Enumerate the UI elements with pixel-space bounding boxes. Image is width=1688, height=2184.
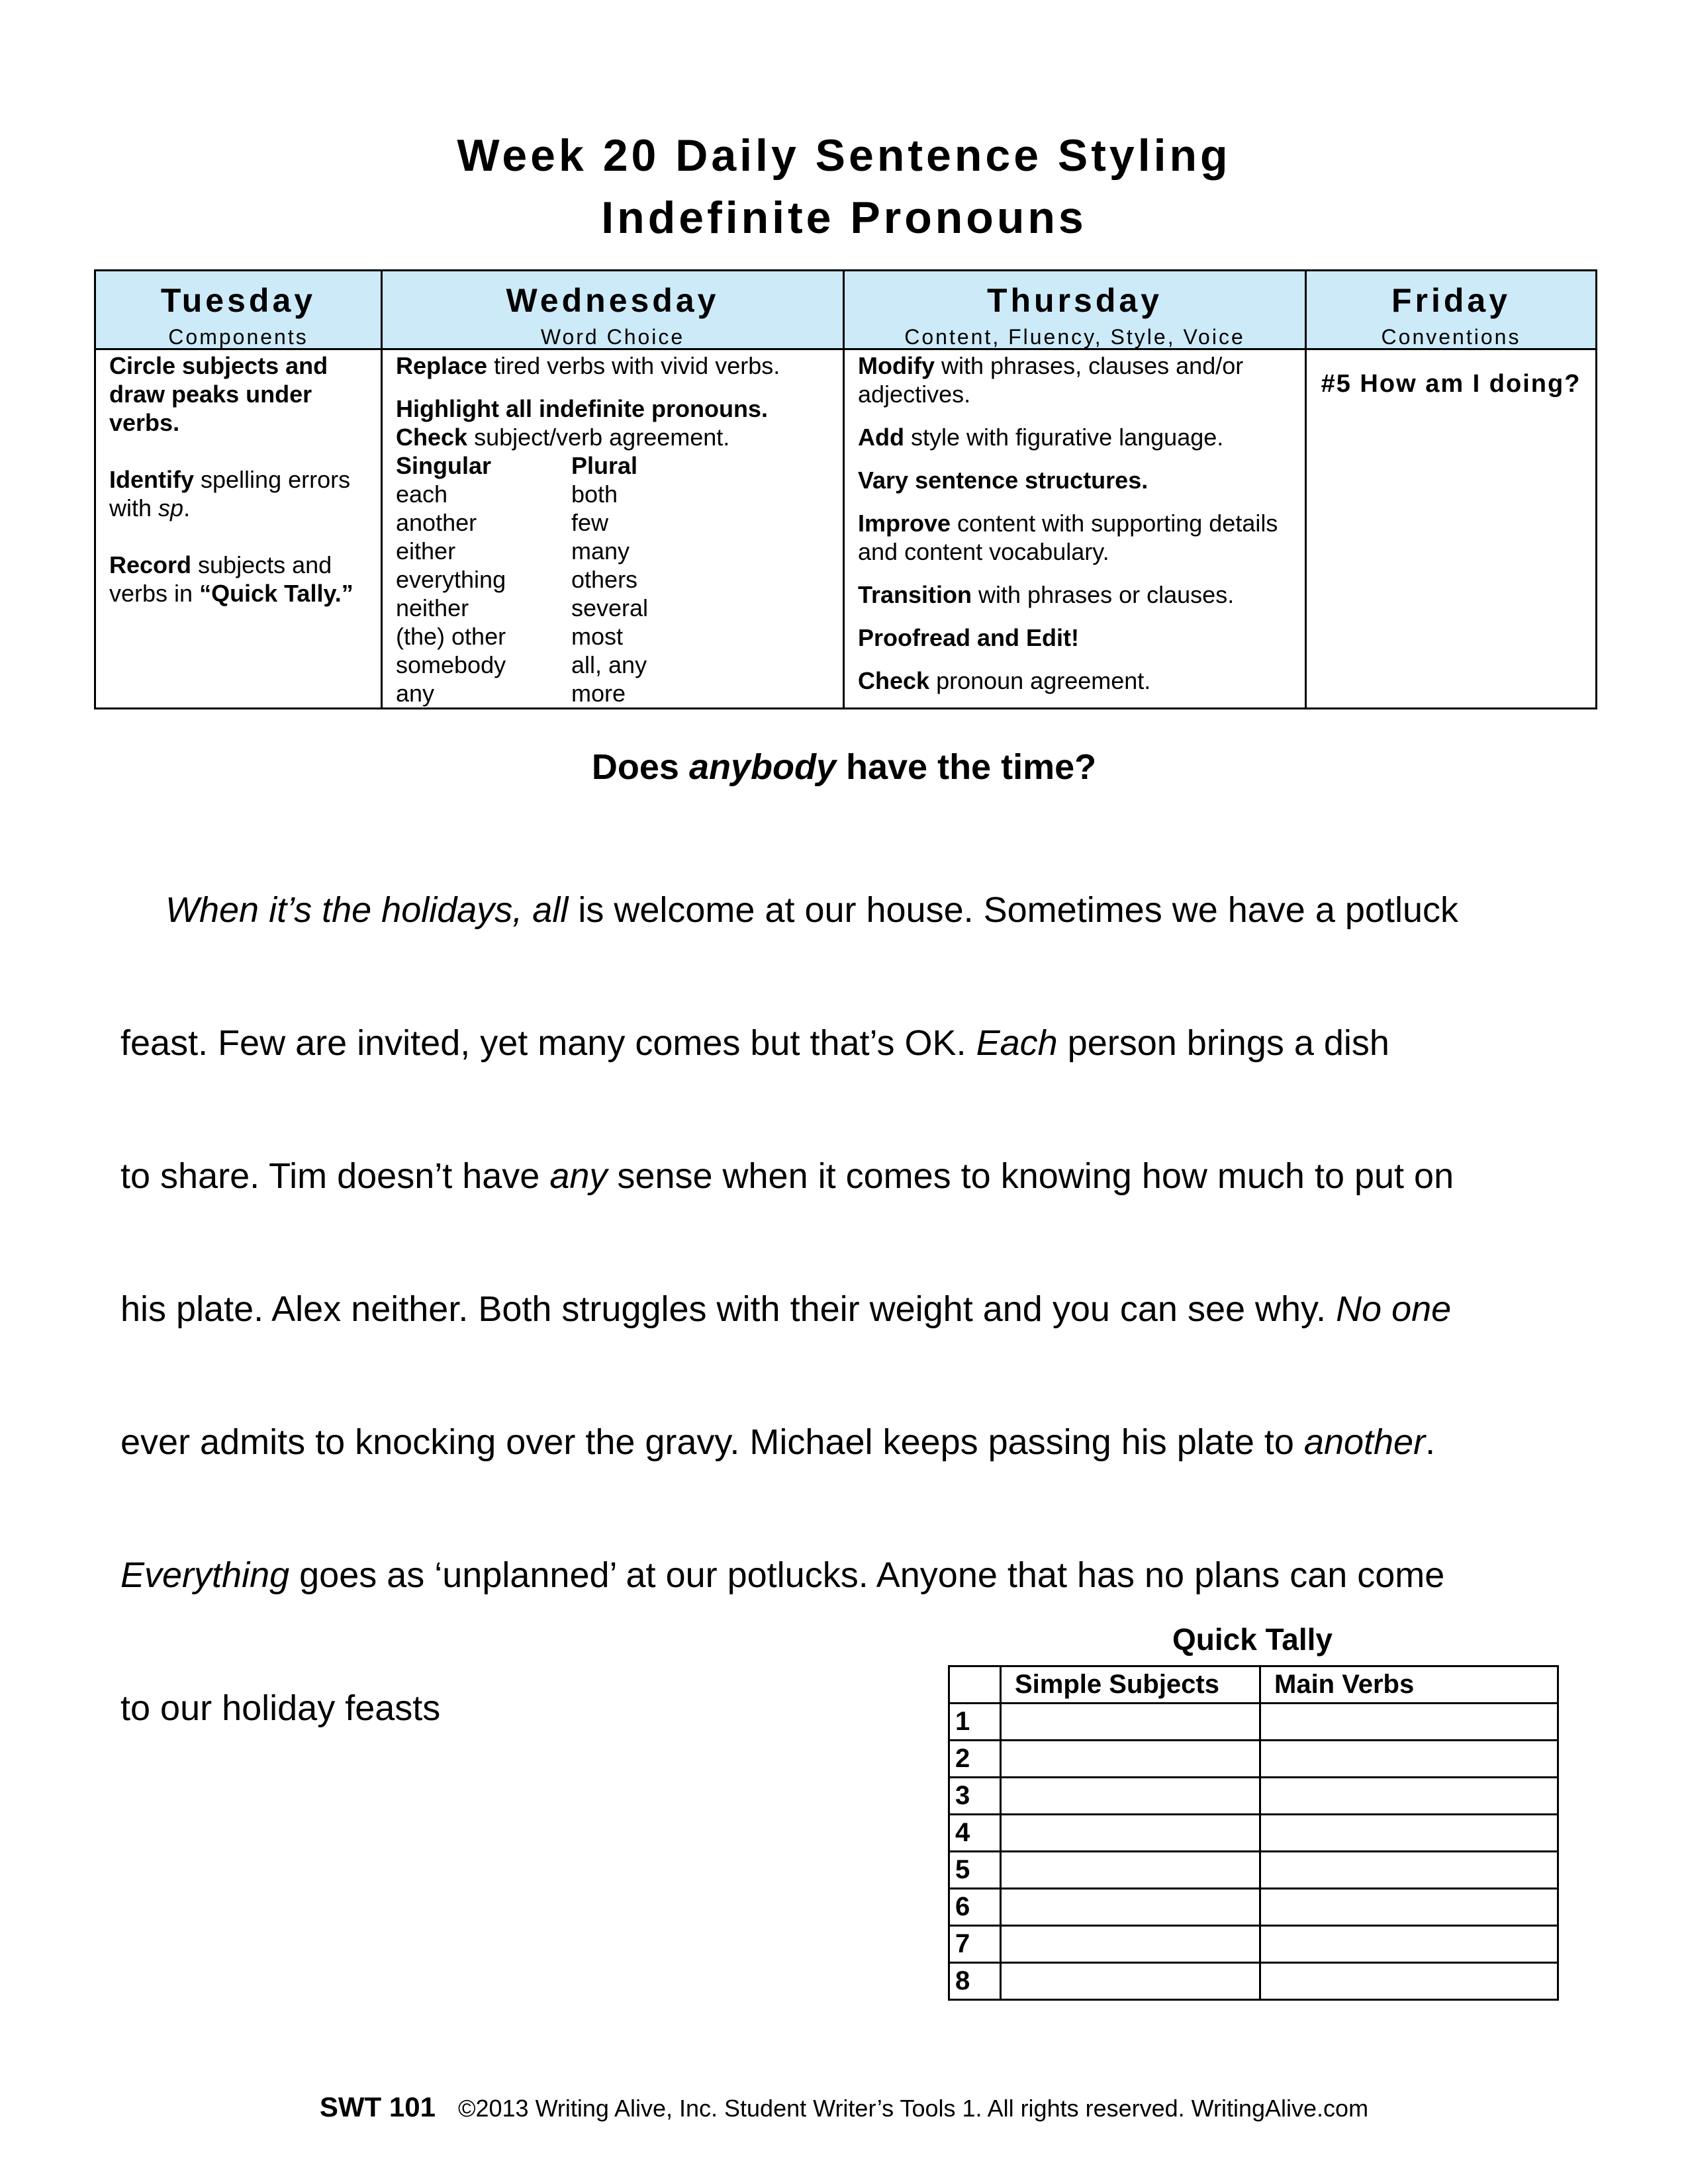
thursday-task-bold: Proofread and Edit! <box>858 624 1080 651</box>
story-line <box>120 977 1597 1110</box>
tuesday-task-identify-bold: Identify <box>109 466 195 493</box>
simple-subject-cell[interactable] <box>1001 1704 1260 1741</box>
story-text: . <box>1425 1422 1436 1462</box>
planner-header-row <box>95 271 1597 349</box>
wednesday-task-check-text: subject/verb agreement. <box>467 424 730 451</box>
plural-pronoun: many <box>571 537 630 565</box>
thursday-label: Thursday <box>986 282 1163 319</box>
tuesday-task-identify <box>109 465 367 522</box>
plural-pronoun: both <box>571 480 618 508</box>
simple-subject-cell[interactable] <box>1001 1852 1260 1889</box>
tuesday-sub-label: Components <box>168 325 308 349</box>
quick-tally-title: Quick Tally <box>1172 1622 1333 1657</box>
story-title-italic: anybody <box>688 747 836 787</box>
wednesday-task-highlight-text: Highlight all indefinite pronouns. <box>396 395 768 422</box>
friday-note: #5 How am I doing? <box>1321 370 1581 398</box>
main-verb-cell[interactable] <box>1260 1704 1558 1741</box>
story-pronoun-italic: Everything <box>120 1555 290 1595</box>
story-line <box>120 844 1597 977</box>
tally-row-number: 6 <box>949 1889 1001 1926</box>
tuesday-task-identify-sp: sp <box>158 494 184 522</box>
tally-row <box>949 1704 1558 1741</box>
tuesday-task-identify-text: spelling errors with <box>109 466 351 522</box>
thursday-task <box>858 623 1291 652</box>
thursday-task <box>858 666 1291 695</box>
thursday-task-text: content with supporting details and content vocabulary. <box>858 510 1278 565</box>
main-verbs-header: Main Verbs <box>1260 1666 1558 1704</box>
main-verb-cell[interactable] <box>1260 1815 1558 1852</box>
singular-pronoun: somebody <box>396 651 506 678</box>
tuesday-task-circle <box>109 351 367 437</box>
simple-subject-cell[interactable] <box>1001 1741 1260 1778</box>
simple-subject-cell[interactable] <box>1001 1778 1260 1815</box>
thursday-task <box>858 466 1291 494</box>
thursday-task <box>858 351 1291 408</box>
tally-row <box>949 1778 1558 1815</box>
tally-row-number: 2 <box>949 1741 1001 1778</box>
story-text: ever admits to knocking over the gravy. Michael keeps passing his plate to <box>120 1422 1304 1462</box>
tuesday-label: Tuesday <box>160 282 316 319</box>
tuesday-task-record-text: subjects and verbs in <box>109 551 332 607</box>
thursday-task-text: with phrases, clauses and/or adjectives. <box>858 352 1244 408</box>
story-line <box>120 1110 1597 1243</box>
wednesday-task-replace-bold: Replace <box>396 352 488 379</box>
story-text: feast. Few are invited, yet many comes but that’s OK. <box>120 1023 976 1063</box>
thursday-sub-label: Content, Fluency, Style, Voice <box>904 325 1245 349</box>
thursday-task-bold: Check <box>858 667 930 694</box>
plural-pronoun: others <box>571 566 638 593</box>
story-text: his plate. Alex neither. Both struggles with their weight and you can see why. <box>120 1289 1336 1329</box>
main-verb-cell[interactable] <box>1260 1926 1558 1963</box>
pronoun-list <box>396 451 829 707</box>
tuesday-header <box>95 271 382 349</box>
wednesday-task-replace-text: tired verbs with vivid verbs. <box>487 352 780 379</box>
wednesday-tasks <box>382 349 844 709</box>
tuesday-task-record-bold: Record <box>109 551 192 578</box>
tally-row <box>949 1741 1558 1778</box>
tally-row <box>949 1889 1558 1926</box>
simple-subject-cell[interactable] <box>1001 1815 1260 1852</box>
thursday-header <box>844 271 1306 349</box>
wednesday-task-check <box>396 423 829 451</box>
quick-tally-table <box>948 1665 1559 2001</box>
tuesday-task-circle-text: Circle subjects and draw peaks under verbs. <box>109 352 328 436</box>
story-line <box>120 1376 1597 1509</box>
singular-pronoun: neither <box>396 594 469 621</box>
friday-header <box>1306 271 1597 349</box>
friday-label: Friday <box>1391 282 1511 319</box>
simple-subject-cell[interactable] <box>1001 1889 1260 1926</box>
main-verb-cell[interactable] <box>1260 1741 1558 1778</box>
plural-pronoun: more <box>571 680 626 707</box>
singular-pronoun: each <box>396 480 448 508</box>
tally-row <box>949 1926 1558 1963</box>
thursday-task <box>858 580 1291 609</box>
wednesday-task-check-bold: Check <box>396 424 468 451</box>
story-text: to our holiday feasts <box>120 1688 441 1728</box>
simple-subject-cell[interactable] <box>1001 1926 1260 1963</box>
thursday-task-bold: Transition <box>858 581 972 608</box>
story-title-start: Does <box>591 747 689 787</box>
thursday-task-text: style with figurative language. <box>904 424 1224 451</box>
main-verb-cell[interactable] <box>1260 1778 1558 1815</box>
tuesday-task-record-tally: “Quick Tally.” <box>199 580 353 607</box>
plural-pronoun: most <box>571 623 624 650</box>
singular-heading: Singular <box>396 452 492 479</box>
footer <box>0 2091 1688 2123</box>
friday-tasks <box>1306 349 1597 709</box>
story-line <box>120 1243 1597 1376</box>
story-pronoun-italic: another <box>1303 1422 1426 1462</box>
story-text: to share. Tim doesn’t have <box>120 1156 550 1196</box>
wednesday-label: Wednesday <box>506 282 720 319</box>
story-pronoun-italic: any <box>549 1156 608 1196</box>
main-verb-cell[interactable] <box>1260 1889 1558 1926</box>
plural-heading: Plural <box>571 452 638 479</box>
singular-pronoun: either <box>396 537 456 565</box>
thursday-task-bold: Improve <box>858 510 951 537</box>
story-text: is welcome at our house. Sometimes we have a potluck <box>568 890 1458 930</box>
planner-body-row <box>95 349 1597 709</box>
thursday-task-bold: Add <box>858 424 904 451</box>
story-text: goes as ‘unplanned’ at our potlucks. Anyone that has no plans can come <box>289 1555 1445 1595</box>
footer-copyright: ©2013 Writing Alive, Inc. Student Writer’s Tools 1. All rights reserved. WritingAlive.com <box>457 2095 1369 2122</box>
plural-pronoun: all, any <box>571 651 647 678</box>
story-text: sense when it comes to knowing how much to put on <box>607 1156 1454 1196</box>
friday-sub-label: Conventions <box>1381 325 1521 349</box>
thursday-task <box>858 423 1291 451</box>
tally-row-number: 5 <box>949 1852 1001 1889</box>
thursday-tasks <box>844 349 1306 709</box>
weekly-planner-table <box>94 269 1597 709</box>
tuesday-task-identify-end: . <box>183 494 191 522</box>
tally-row <box>949 1852 1558 1889</box>
tuesday-task-record <box>109 551 367 608</box>
tally-row-number: 4 <box>949 1815 1001 1852</box>
page-subtitle: Indefinite Pronouns <box>601 193 1087 243</box>
story-pronoun-italic: No one <box>1336 1289 1452 1329</box>
singular-pronoun: another <box>396 509 477 536</box>
story-title <box>0 747 1688 788</box>
wednesday-task-replace <box>396 351 829 380</box>
tally-row-number: 1 <box>949 1704 1001 1741</box>
tally-corner-cell <box>949 1666 1001 1704</box>
simple-subjects-header: Simple Subjects <box>1001 1666 1260 1704</box>
tally-row-number: 8 <box>949 1963 1001 2000</box>
tuesday-tasks <box>95 349 382 709</box>
simple-subject-cell[interactable] <box>1001 1963 1260 2000</box>
main-verb-cell[interactable] <box>1260 1852 1558 1889</box>
singular-pronoun: everything <box>396 566 506 593</box>
wednesday-task-highlight <box>396 394 829 423</box>
story-text: person brings a dish <box>1057 1023 1389 1063</box>
story-pronoun-italic: Each <box>976 1023 1058 1063</box>
plural-pronoun: few <box>571 509 609 536</box>
tally-row-number: 3 <box>949 1778 1001 1815</box>
tally-header-row <box>949 1666 1558 1704</box>
tally-row <box>949 1963 1558 2000</box>
footer-code: SWT 101 <box>319 2091 436 2122</box>
tally-row-number: 7 <box>949 1926 1001 1963</box>
thursday-task-text: pronoun agreement. <box>929 667 1151 694</box>
thursday-task-text: with phrases or clauses. <box>972 581 1235 608</box>
singular-pronoun: any <box>396 680 435 707</box>
plural-pronoun: several <box>571 594 649 621</box>
tally-row <box>949 1815 1558 1852</box>
singular-pronoun: (the) other <box>396 623 506 650</box>
wednesday-sub-label: Word Choice <box>540 325 685 349</box>
main-verb-cell[interactable] <box>1260 1963 1558 2000</box>
thursday-task-bold: Vary sentence structures. <box>858 467 1149 494</box>
page-title: Week 20 Daily Sentence Styling <box>457 130 1231 181</box>
thursday-task <box>858 509 1291 566</box>
thursday-task-bold: Modify <box>858 352 935 379</box>
story-pronoun-italic: When it’s the holidays, all <box>165 890 569 930</box>
wednesday-header <box>382 271 844 349</box>
story-title-end: have the time? <box>836 747 1097 787</box>
